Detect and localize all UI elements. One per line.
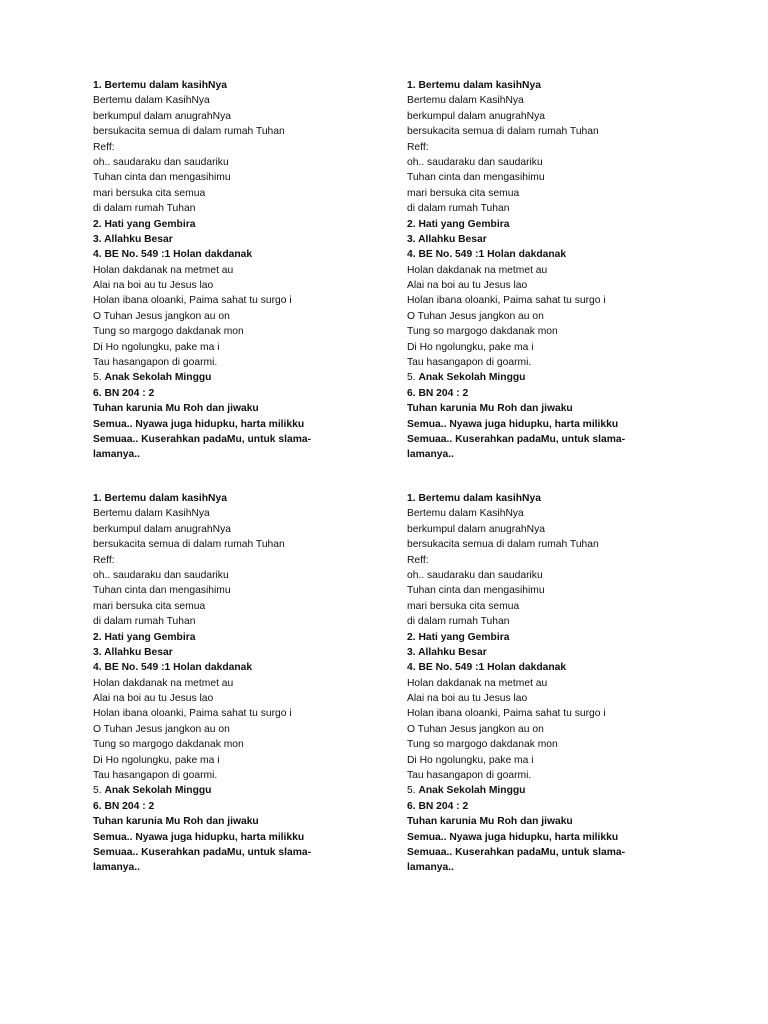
song-line-text: di dalam rumah Tuhan bbox=[93, 203, 196, 215]
song-line bbox=[93, 263, 393, 278]
song-line-text: Tuhan cinta dan mengasihimu bbox=[93, 172, 231, 184]
song-list-bottom-right bbox=[407, 491, 707, 876]
song-line bbox=[407, 232, 707, 247]
song-line bbox=[407, 799, 707, 814]
song-line bbox=[407, 170, 707, 185]
song-line bbox=[407, 660, 707, 675]
song-line-text: mari bersuka cita semua bbox=[93, 187, 206, 199]
song-line bbox=[93, 432, 393, 447]
song-line bbox=[93, 293, 393, 308]
song-line-text: bersukacita semua di dalam rumah Tuhan bbox=[407, 539, 599, 551]
song-line-text: 1. Bertemu dalam kasihNya bbox=[407, 80, 541, 91]
song-line-text: Bertemu dalam KasihNya bbox=[407, 508, 524, 520]
song-line-text: 1. Bertemu dalam kasihNya bbox=[407, 493, 541, 504]
song-line bbox=[93, 845, 393, 860]
song-line bbox=[93, 186, 393, 201]
song-line bbox=[407, 522, 707, 537]
song-line-text: Alai na boi au tu Jesus lao bbox=[407, 280, 528, 292]
song-line bbox=[93, 537, 393, 552]
song-line-text: Tuhan karunia Mu Roh dan jiwaku bbox=[407, 403, 573, 415]
song-line-text: Alai na boi au tu Jesus lao bbox=[93, 280, 214, 292]
song-line bbox=[407, 537, 707, 552]
song-line-text: Di Ho ngolungku, pake ma i bbox=[93, 754, 220, 766]
song-line bbox=[93, 737, 393, 752]
song-list-top-left bbox=[93, 78, 393, 463]
song-line-text: 4. BE No. 549 :1 Holan dakdanak bbox=[93, 249, 253, 261]
song-line-text: O Tuhan Jesus jangkon au on bbox=[93, 310, 230, 322]
song-line-text: Reff: bbox=[93, 141, 115, 153]
song-line bbox=[407, 109, 707, 124]
song-line-text: Bertemu dalam KasihNya bbox=[93, 508, 210, 520]
song-line bbox=[93, 109, 393, 124]
song-line-text: Semuaa.. Kuserahkan padaMu, untuk slama- bbox=[407, 433, 626, 445]
song-line bbox=[93, 324, 393, 339]
song-line-text: mari bersuka cita semua bbox=[93, 600, 206, 612]
song-line-text: Semuaa.. Kuserahkan padaMu, untuk slama- bbox=[93, 433, 312, 445]
song-line-text: 4. BE No. 549 :1 Holan dakdanak bbox=[407, 249, 567, 261]
song-list-bottom-left bbox=[93, 491, 393, 876]
song-line bbox=[93, 614, 393, 629]
song-line bbox=[407, 737, 707, 752]
song-line bbox=[407, 845, 707, 860]
song-line-text: 6. BN 204 : 2 bbox=[93, 387, 155, 399]
song-line-text: oh.. saudaraku dan saudariku bbox=[93, 156, 229, 168]
song-line-text: Tung so margogo dakdanak mon bbox=[93, 739, 244, 751]
song-line-text: bersukacita semua di dalam rumah Tuhan bbox=[407, 126, 599, 138]
song-line bbox=[93, 417, 393, 432]
song-line-text: 2. Hati yang Gembira bbox=[407, 218, 510, 230]
song-line bbox=[93, 630, 393, 645]
song-line-text: Semua.. Nyawa juga hidupku, harta milikku bbox=[407, 831, 619, 843]
song-line-text: di dalam rumah Tuhan bbox=[407, 616, 510, 628]
song-line-text: berkumpul dalam anugrahNya bbox=[93, 523, 231, 535]
song-line bbox=[407, 217, 707, 232]
song-line bbox=[407, 293, 707, 308]
song-line bbox=[93, 860, 393, 875]
song-line-text: Semua.. Nyawa juga hidupku, harta milikku bbox=[407, 418, 619, 430]
song-line bbox=[407, 324, 707, 339]
song-line-text: mari bersuka cita semua bbox=[407, 600, 520, 612]
song-line bbox=[407, 401, 707, 416]
song-line-text: Tuhan karunia Mu Roh dan jiwaku bbox=[93, 403, 259, 415]
song-line-text: di dalam rumah Tuhan bbox=[407, 203, 510, 215]
song-line-text: Tau hasangapon di goarmi. bbox=[407, 357, 532, 369]
song-line bbox=[407, 155, 707, 170]
song-line-text: 3. Allahku Besar bbox=[407, 233, 487, 245]
song-line-text: Di Ho ngolungku, pake ma i bbox=[407, 754, 534, 766]
song-line bbox=[407, 860, 707, 875]
song-line-text: 2. Hati yang Gembira bbox=[93, 631, 196, 643]
song-line-text: Bertemu dalam KasihNya bbox=[407, 95, 524, 107]
song-line bbox=[407, 247, 707, 262]
song-line bbox=[93, 124, 393, 139]
song-line bbox=[407, 417, 707, 432]
song-line bbox=[407, 309, 707, 324]
song-line-text: berkumpul dalam anugrahNya bbox=[93, 110, 231, 122]
song-line bbox=[407, 78, 707, 93]
song-line-text: 4. BE No. 549 :1 Holan dakdanak bbox=[93, 662, 253, 674]
song-line bbox=[93, 217, 393, 232]
song-line-text: lamanya.. bbox=[93, 862, 140, 874]
song-line bbox=[407, 691, 707, 706]
song-list-top-right bbox=[407, 78, 707, 463]
song-line bbox=[93, 691, 393, 706]
song-line-text: berkumpul dalam anugrahNya bbox=[407, 523, 545, 535]
song-line bbox=[93, 706, 393, 721]
song-line-number: 5. bbox=[93, 785, 105, 797]
song-line bbox=[93, 676, 393, 691]
song-line bbox=[93, 830, 393, 845]
song-line bbox=[407, 676, 707, 691]
song-line bbox=[407, 340, 707, 355]
song-line bbox=[93, 140, 393, 155]
song-line bbox=[407, 491, 707, 506]
song-line-text: 2. Hati yang Gembira bbox=[93, 218, 196, 230]
song-line-text: oh.. saudaraku dan saudariku bbox=[407, 156, 543, 168]
song-line-text: Holan dakdanak na metmet au bbox=[407, 264, 548, 276]
song-line bbox=[93, 553, 393, 568]
song-line-text: mari bersuka cita semua bbox=[407, 187, 520, 199]
song-line bbox=[407, 140, 707, 155]
song-line-text: Reff: bbox=[407, 554, 429, 566]
song-line-text: lamanya.. bbox=[407, 449, 454, 461]
song-line bbox=[93, 370, 393, 385]
song-line-text: Tuhan karunia Mu Roh dan jiwaku bbox=[93, 816, 259, 828]
song-line-text: 6. BN 204 : 2 bbox=[93, 800, 155, 812]
song-line-text: oh.. saudaraku dan saudariku bbox=[407, 569, 543, 581]
song-line bbox=[407, 355, 707, 370]
song-line-text: Di Ho ngolungku, pake ma i bbox=[407, 341, 534, 353]
song-line bbox=[407, 186, 707, 201]
song-line bbox=[407, 432, 707, 447]
song-line-number: 5. bbox=[407, 785, 419, 797]
song-line-text: Tuhan cinta dan mengasihimu bbox=[93, 585, 231, 597]
song-line-text: berkumpul dalam anugrahNya bbox=[407, 110, 545, 122]
song-line bbox=[93, 278, 393, 293]
song-line bbox=[407, 124, 707, 139]
song-line bbox=[407, 447, 707, 462]
song-line bbox=[93, 799, 393, 814]
song-line bbox=[93, 340, 393, 355]
song-line bbox=[93, 660, 393, 675]
song-line-text: bersukacita semua di dalam rumah Tuhan bbox=[93, 126, 285, 138]
song-line-text: Bertemu dalam KasihNya bbox=[93, 95, 210, 107]
song-line-text: Holan dakdanak na metmet au bbox=[93, 264, 234, 276]
song-line-text: oh.. saudaraku dan saudariku bbox=[93, 569, 229, 581]
song-line-text: Tau hasangapon di goarmi. bbox=[407, 770, 532, 782]
song-line bbox=[407, 553, 707, 568]
song-line-text: Tung so margogo dakdanak mon bbox=[93, 326, 244, 338]
song-line-text: 1. Bertemu dalam kasihNya bbox=[93, 493, 227, 504]
song-line bbox=[93, 309, 393, 324]
song-line-text: 6. BN 204 : 2 bbox=[407, 800, 469, 812]
song-line bbox=[93, 355, 393, 370]
song-line-text: Tuhan cinta dan mengasihimu bbox=[407, 585, 545, 597]
song-line bbox=[93, 722, 393, 737]
song-line bbox=[93, 814, 393, 829]
song-line-text: Semua.. Nyawa juga hidupku, harta milikku bbox=[93, 418, 305, 430]
song-line-text: Tuhan karunia Mu Roh dan jiwaku bbox=[407, 816, 573, 828]
song-line bbox=[93, 447, 393, 462]
song-line-number: 5. bbox=[93, 372, 105, 384]
song-line-text: Anak Sekolah Minggu bbox=[104, 372, 212, 384]
song-line bbox=[407, 93, 707, 108]
song-line-text: Holan dakdanak na metmet au bbox=[93, 677, 234, 689]
song-line bbox=[407, 645, 707, 660]
song-line bbox=[407, 370, 707, 385]
song-line bbox=[93, 386, 393, 401]
song-line-text: Reff: bbox=[407, 141, 429, 153]
song-line-text: O Tuhan Jesus jangkon au on bbox=[407, 723, 544, 735]
song-line bbox=[93, 583, 393, 598]
song-line bbox=[93, 155, 393, 170]
song-line bbox=[93, 522, 393, 537]
song-line bbox=[93, 753, 393, 768]
song-line-text: Holan ibana oloanki, Paima sahat tu surgo i bbox=[407, 295, 606, 307]
song-line-text: Alai na boi au tu Jesus lao bbox=[407, 693, 528, 705]
song-line-text: Holan ibana oloanki, Paima sahat tu surgo i bbox=[93, 708, 292, 720]
song-line bbox=[407, 830, 707, 845]
song-line-text: Tau hasangapon di goarmi. bbox=[93, 357, 218, 369]
song-line-text: Semuaa.. Kuserahkan padaMu, untuk slama- bbox=[93, 846, 312, 858]
song-line bbox=[407, 201, 707, 216]
song-line bbox=[93, 232, 393, 247]
song-line-text: Reff: bbox=[93, 554, 115, 566]
song-line-text: Alai na boi au tu Jesus lao bbox=[93, 693, 214, 705]
song-line bbox=[407, 783, 707, 798]
song-line bbox=[93, 491, 393, 506]
song-line bbox=[93, 247, 393, 262]
song-line-number: 5. bbox=[407, 372, 419, 384]
song-line bbox=[407, 630, 707, 645]
song-line-text: Anak Sekolah Minggu bbox=[104, 785, 212, 797]
song-line bbox=[407, 814, 707, 829]
song-line-text: Di Ho ngolungku, pake ma i bbox=[93, 341, 220, 353]
song-line-text: Tuhan cinta dan mengasihimu bbox=[407, 172, 545, 184]
song-line-text: Holan ibana oloanki, Paima sahat tu surgo i bbox=[407, 708, 606, 720]
song-line bbox=[407, 506, 707, 521]
song-line bbox=[93, 599, 393, 614]
song-line-text: Tung so margogo dakdanak mon bbox=[407, 326, 558, 338]
song-line-text: di dalam rumah Tuhan bbox=[93, 616, 196, 628]
song-line-text: 2. Hati yang Gembira bbox=[407, 631, 510, 643]
song-line bbox=[93, 783, 393, 798]
song-line-text: lamanya.. bbox=[407, 862, 454, 874]
song-line-text: O Tuhan Jesus jangkon au on bbox=[407, 310, 544, 322]
song-line bbox=[407, 706, 707, 721]
song-line-text: Holan dakdanak na metmet au bbox=[407, 677, 548, 689]
song-line bbox=[93, 645, 393, 660]
song-line-text: Semuaa.. Kuserahkan padaMu, untuk slama- bbox=[407, 846, 626, 858]
song-line-text: Tau hasangapon di goarmi. bbox=[93, 770, 218, 782]
song-line-text: 3. Allahku Besar bbox=[93, 646, 173, 658]
song-line bbox=[407, 278, 707, 293]
song-line bbox=[93, 170, 393, 185]
song-line-text: O Tuhan Jesus jangkon au on bbox=[93, 723, 230, 735]
song-line-text: Anak Sekolah Minggu bbox=[418, 785, 526, 797]
song-line bbox=[407, 753, 707, 768]
song-line-text: bersukacita semua di dalam rumah Tuhan bbox=[93, 539, 285, 551]
song-line bbox=[93, 78, 393, 93]
song-line bbox=[93, 768, 393, 783]
song-line-text: 4. BE No. 549 :1 Holan dakdanak bbox=[407, 662, 567, 674]
song-line bbox=[93, 506, 393, 521]
song-line bbox=[407, 614, 707, 629]
song-line bbox=[407, 263, 707, 278]
song-line bbox=[407, 583, 707, 598]
song-line bbox=[407, 722, 707, 737]
song-line bbox=[407, 599, 707, 614]
song-line bbox=[407, 568, 707, 583]
song-line-text: Holan ibana oloanki, Paima sahat tu surgo i bbox=[93, 295, 292, 307]
song-line bbox=[407, 768, 707, 783]
song-line bbox=[93, 93, 393, 108]
song-line bbox=[93, 201, 393, 216]
song-line-text: lamanya.. bbox=[93, 449, 140, 461]
song-line-text: Tung so margogo dakdanak mon bbox=[407, 739, 558, 751]
song-line bbox=[407, 386, 707, 401]
song-line bbox=[93, 568, 393, 583]
song-line-text: 3. Allahku Besar bbox=[93, 233, 173, 245]
song-line-text: Anak Sekolah Minggu bbox=[418, 372, 526, 384]
song-line bbox=[93, 401, 393, 416]
song-line-text: Semua.. Nyawa juga hidupku, harta milikku bbox=[93, 831, 305, 843]
song-line-text: 6. BN 204 : 2 bbox=[407, 387, 469, 399]
song-line-text: 1. Bertemu dalam kasihNya bbox=[93, 80, 227, 91]
song-line-text: 3. Allahku Besar bbox=[407, 646, 487, 658]
